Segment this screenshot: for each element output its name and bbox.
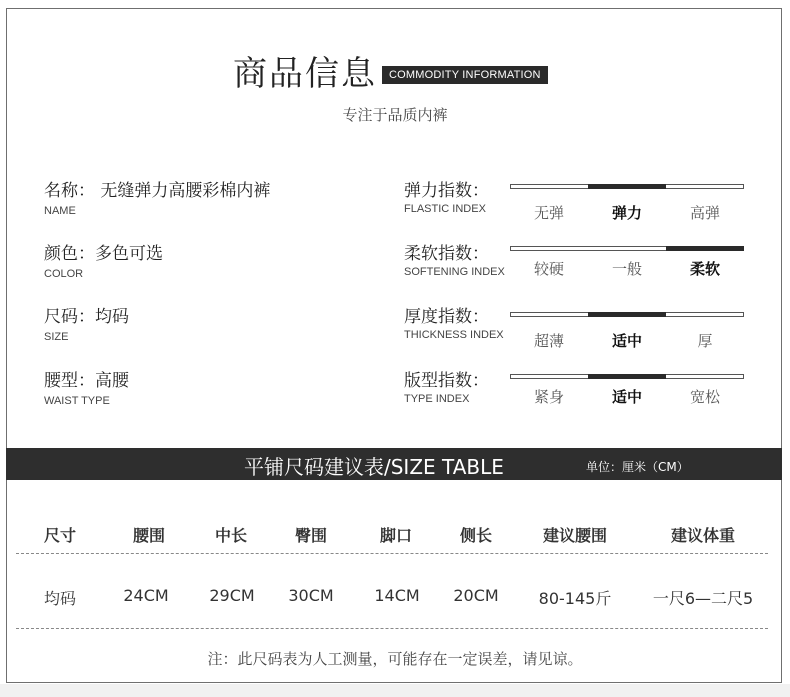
index-thickness	[404, 302, 504, 341]
table-cell: 30CM	[288, 586, 334, 605]
page-title: 商品信息	[233, 54, 377, 94]
scale-option: 厚	[697, 332, 713, 350]
attr-waist-line	[44, 366, 129, 391]
column-header: 脚口	[379, 526, 413, 545]
attr-color	[44, 239, 163, 280]
attr-label: 名称：	[44, 181, 95, 201]
scale-option: 紧身	[533, 388, 564, 406]
index-label: 弹力指数：	[404, 181, 489, 201]
attr-value: 高腰	[95, 371, 129, 391]
attr-label-en: WAIST TYPE	[44, 395, 110, 407]
scale-option: 适中	[611, 332, 642, 350]
size-table-banner	[6, 448, 782, 480]
elasticity-scale-labels	[510, 202, 744, 222]
index-label: 版型指数：	[404, 371, 489, 391]
index-elasticity	[404, 176, 489, 215]
column-header: 腰围	[132, 526, 166, 545]
elasticity-scale-bar	[510, 184, 744, 189]
index-fit-type	[404, 366, 489, 405]
scale-highlight	[666, 246, 744, 251]
table-cell: 80-145斤	[538, 589, 612, 608]
thickness-scale-bar	[510, 312, 744, 317]
attr-label-en: SIZE	[44, 331, 69, 343]
index-label-en: THICKNESS INDEX	[404, 329, 504, 341]
size-table-unit: 单位：厘米（CM）	[586, 460, 689, 474]
scale-option: 柔软	[689, 260, 720, 278]
attr-label: 尺码：	[44, 307, 95, 327]
softness-scale-labels	[510, 258, 744, 278]
attr-label: 腰型：	[44, 371, 95, 391]
column-header: 臀围	[294, 526, 328, 545]
scale-highlight	[588, 312, 666, 317]
scale-option: 弹力	[611, 204, 642, 222]
attr-name-line	[44, 176, 270, 201]
table-cell: 20CM	[453, 586, 499, 605]
attr-label-en: NAME	[44, 205, 76, 217]
index-label-en: TYPE INDEX	[404, 393, 470, 405]
attr-color-line	[44, 239, 163, 264]
bottom-strip	[0, 684, 790, 697]
scale-option: 较硬	[533, 260, 564, 278]
title-english-badge: COMMODITY INFORMATION	[382, 66, 548, 84]
softness-scale-bar	[510, 246, 744, 251]
fit-scale-bar	[510, 374, 744, 379]
attr-label: 颜色：	[44, 244, 95, 264]
table-row	[0, 586, 790, 610]
attr-waist-type	[44, 366, 129, 407]
column-header: 建议体重	[670, 526, 736, 545]
attr-name	[44, 176, 270, 217]
attr-value: 均码	[95, 307, 129, 327]
scale-option: 宽松	[689, 388, 720, 406]
table-header-row	[0, 523, 790, 547]
index-label-en: FLASTIC INDEX	[404, 203, 486, 215]
table-cell: 均码	[43, 589, 77, 608]
attr-value: 无缝弹力高腰彩棉内裤	[100, 181, 271, 201]
table-divider	[16, 628, 768, 629]
column-header: 尺寸	[43, 526, 77, 545]
attr-label-en: COLOR	[44, 268, 84, 280]
size-table-title: 平铺尺码建议表/SIZE TABLE	[244, 455, 504, 479]
column-header: 侧长	[459, 526, 493, 545]
column-header: 中长	[214, 526, 248, 545]
attr-size-line	[44, 302, 129, 327]
index-label: 柔软指数：	[404, 244, 489, 264]
table-divider	[16, 553, 768, 554]
scale-highlight	[588, 184, 666, 189]
fit-scale-labels	[510, 386, 744, 406]
scale-option: 无弹	[533, 204, 564, 222]
scale-option: 适中	[611, 388, 642, 406]
index-softness	[404, 239, 505, 278]
attr-size	[44, 302, 129, 343]
index-label-en: SOFTENING INDEX	[404, 266, 505, 278]
scale-option: 高弹	[689, 204, 720, 222]
page-subtitle: 专注于品质内裤	[342, 106, 448, 124]
table-cell: 24CM	[123, 586, 169, 605]
table-cell: 14CM	[374, 586, 420, 605]
scale-option: 超薄	[533, 332, 564, 350]
index-label: 厚度指数：	[404, 307, 489, 327]
table-cell: 一尺6—二尺5	[652, 589, 754, 608]
measurement-note: 注：此尺码表为人工测量，可能存在一定误差，请见谅。	[207, 650, 583, 668]
column-header: 建议腰围	[542, 526, 608, 545]
table-cell: 29CM	[209, 586, 255, 605]
attr-value: 多色可选	[95, 244, 163, 264]
thickness-scale-labels	[510, 330, 744, 350]
scale-highlight	[588, 374, 666, 379]
scale-option: 一般	[611, 260, 642, 278]
